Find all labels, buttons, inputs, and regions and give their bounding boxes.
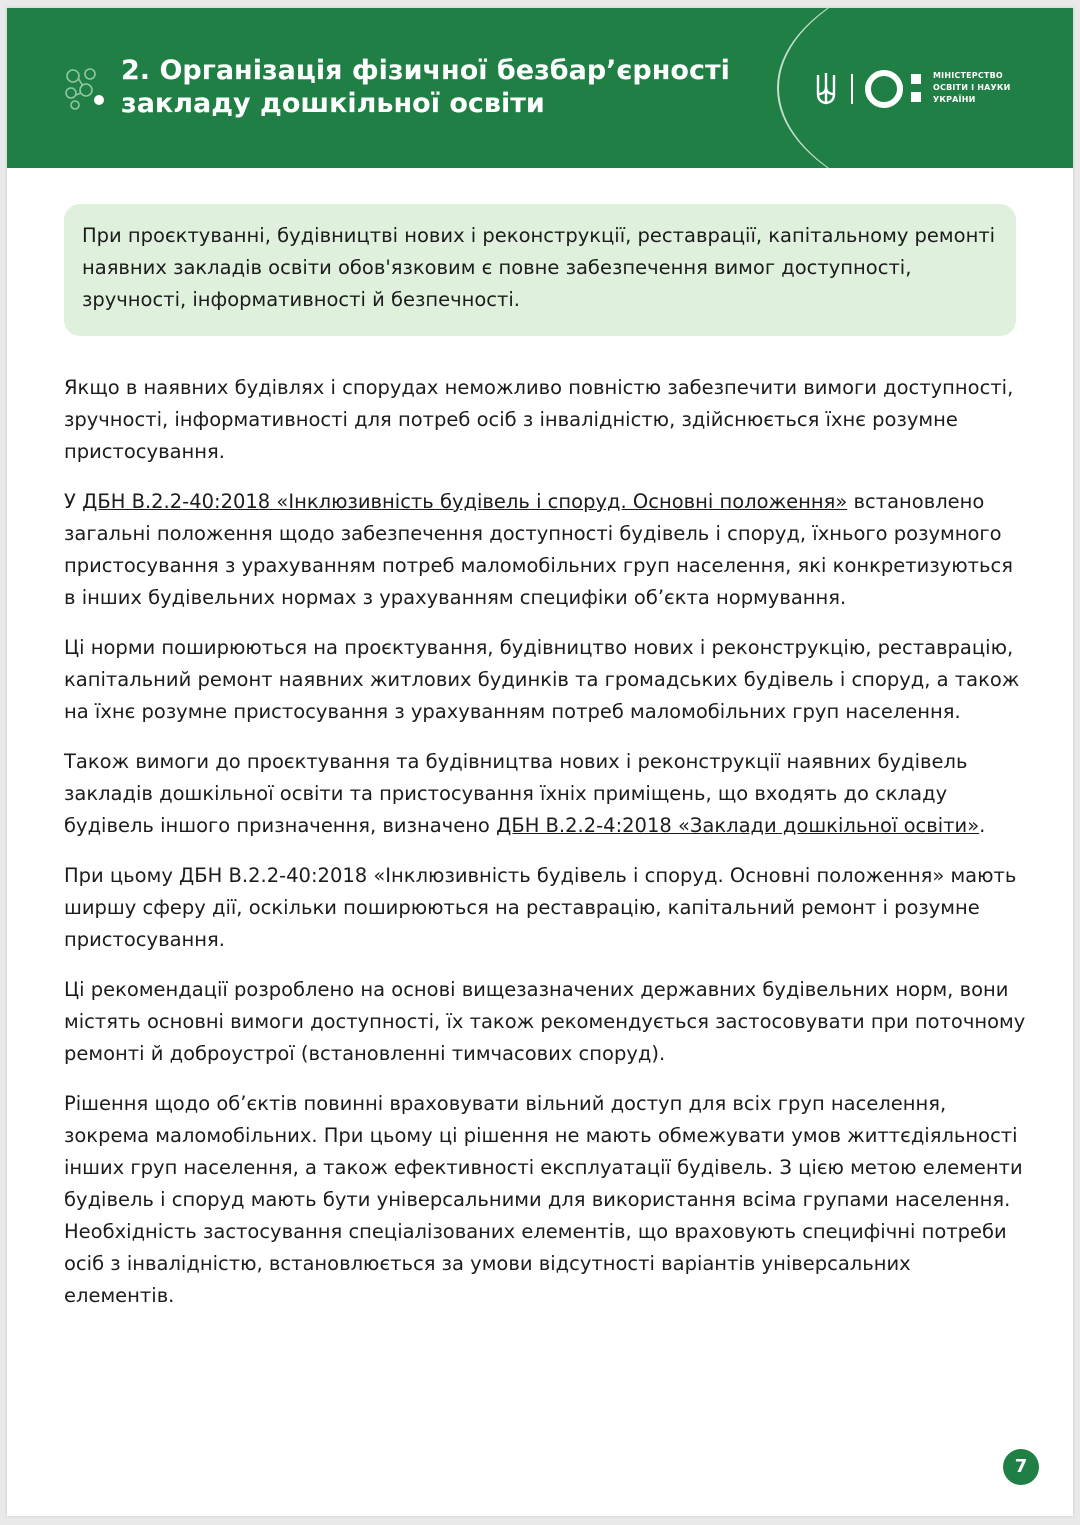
ministry-line1: МІНІСТЕРСТВО — [933, 71, 1003, 80]
dbn-4-link[interactable]: ДБН В.2.2-4:2018 «Заклади дошкільної освіти» — [496, 814, 980, 837]
paragraph-2 — [64, 486, 1026, 614]
paragraph-4 — [64, 746, 1026, 842]
paragraph-1: Якщо в наявних будівлях і спорудах неможливо повністю забезпечити вимоги доступності, зручності, інформативності для потреб осіб з інвалідністю, здійснюється їхнє розумне пристосування. — [64, 376, 1014, 463]
body-text — [64, 372, 1026, 1330]
trident-icon — [815, 72, 837, 106]
callout-text: При проєктуванні, будівництві нових і реконструкції, реставрації, капітальному ремонті наявних закладів освіти обов'язковим є повне забезпечення вимог доступності, зручності, інформативності й безпечності. — [82, 224, 996, 311]
paragraph-6: Ці рекомендації розроблено на основі вищезазначених державних будівельних норм, вони містять основні вимоги доступності, їх також рекомендується застосовувати при поточному ремонті й доброустрої (встановленні тимчасових споруд). — [64, 978, 1026, 1065]
ministry-name — [933, 70, 1043, 106]
page-title — [121, 54, 761, 120]
logo-square-top — [911, 74, 921, 84]
ministry-logo — [815, 68, 1035, 112]
document-page — [7, 8, 1073, 1516]
page-number-badge: 7 — [1003, 1449, 1039, 1485]
page-title-line1: 2. Організація фізичної безбар’єрності — [121, 55, 730, 86]
paragraph-2-prefix: У — [64, 490, 83, 513]
logo-separator — [851, 74, 853, 104]
network-nodes-icon — [63, 66, 105, 110]
ministry-line3: УКРАЇНИ — [933, 95, 976, 104]
paragraph-3: Ці норми поширюються на проєктування, будівництво нових і реконструкцію, реставрацію, капітальний ремонт наявних житлових будинків та громадських будівель і споруд, а також на їхнє розумне пристосування з урахуванням потреб маломобільних груп населення. — [64, 636, 1020, 723]
ministry-line2: ОСВІТИ І НАУКИ — [933, 83, 1011, 92]
paragraph-4-suffix: . — [979, 814, 986, 837]
highlight-callout — [64, 204, 1016, 336]
page-header — [7, 8, 1073, 168]
paragraph-2-suffix: встановлено загальні положення щодо забезпечення доступності будівель і споруд, їхнього розумного пристосування з урахуванням потреб маломобільних груп населення, які конкретизуються в інших будівельних нормах з урахуванням специфіки об’єкта нормування. — [64, 490, 1013, 609]
mon-logo-icon — [865, 70, 903, 108]
paragraph-4-prefix: Також вимоги до проєктування та будівництва нових і реконструкції наявних будівель закладів дошкільної освіти та пристосування їхніх приміщень, що входять до складу будівель іншого призначення, визначено — [64, 750, 968, 837]
paragraph-5: При цьому ДБН В.2.2-40:2018 «Інклюзивність будівель і споруд. Основні положення» мають ширшу сферу дії, оскільки поширюються на реставрацію, капітальний ремонт і розумне пристосування. — [64, 864, 1017, 951]
page-title-line2: закладу дошкільної освіти — [121, 88, 545, 119]
dbn-40-link[interactable]: ДБН В.2.2-40:2018 «Інклюзивність будівель і споруд. Основні положення» — [82, 490, 848, 513]
paragraph-7: Рішення щодо об’єктів повинні враховувати вільний доступ для всіх груп населення, зокрема маломобільних. При цьому ці рішення не мають обмежувати умов життєдіяльності інших груп населення, а також ефективності експлуатації будівель. З цією метою елементи будівель і споруд мають бути універсальними для використання всіма групами населення. Необхідність застосування спеціалізованих елементів, що враховують специфічні потреби осіб з інвалідністю, встановлюється за умови відсутності варіантів універсальних елементів. — [64, 1092, 1023, 1307]
logo-square-bottom — [911, 92, 921, 102]
